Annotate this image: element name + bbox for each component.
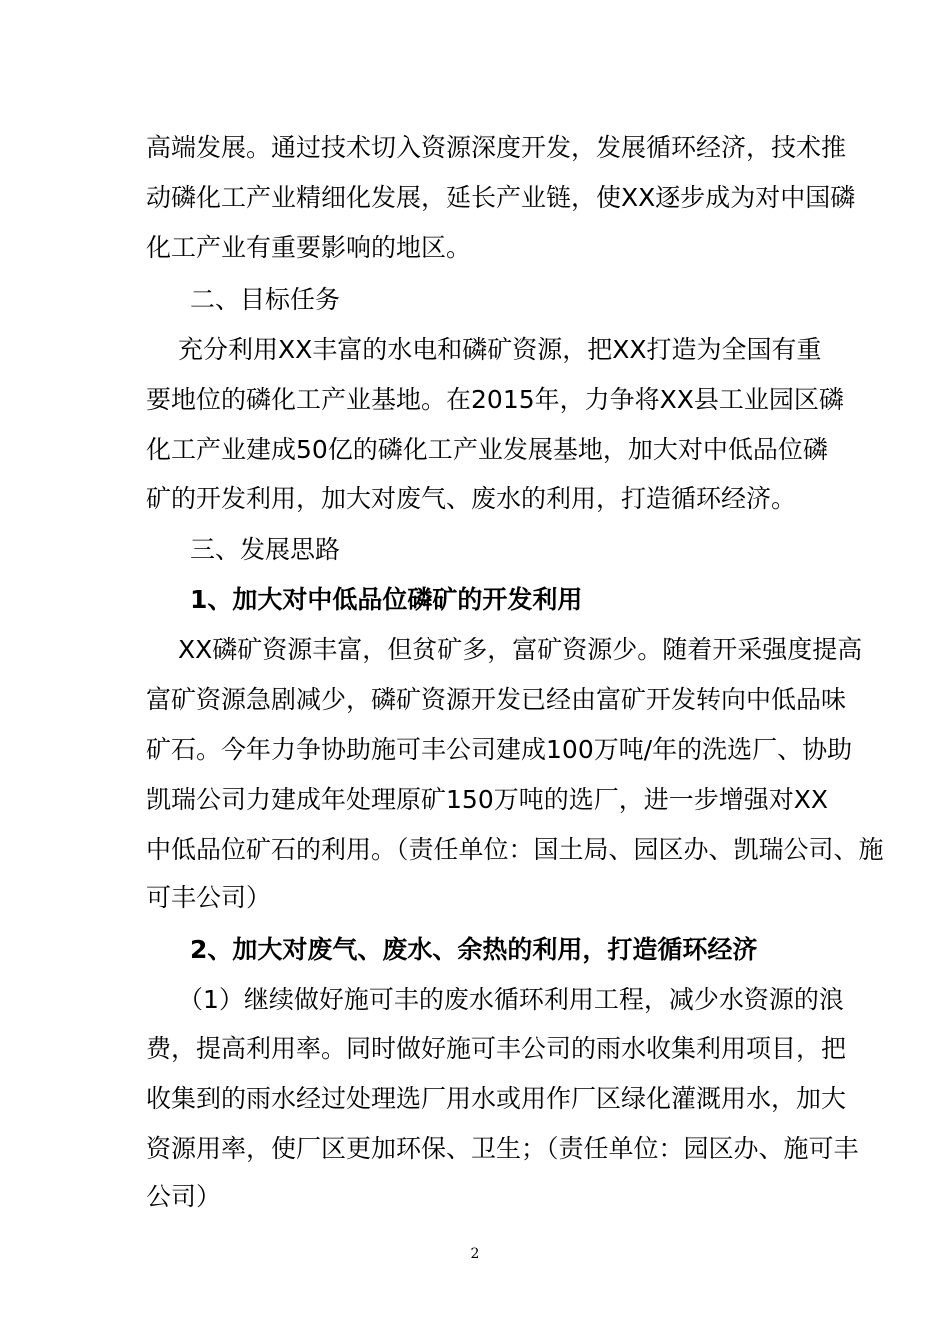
subsection-heading-1: 1、加大对中低品位磷矿的开发利用 (190, 585, 583, 614)
intro-line: 动磷化工产业精细化发展，延长产业链，使XX逐步成为对中国磷 (146, 183, 856, 212)
subsection-heading-2: 2、加大对废气、废水、余热的利用，打造循环经济 (190, 935, 758, 964)
intro-line: 高端发展。通过技术切入资源深度开发，发展循环经济，技术推 (146, 133, 847, 162)
intro-line: 化工产业有重要影响的地区。 (146, 233, 472, 262)
paragraph-line: 富矿资源急剧减少，磷矿资源开发已经由富矿开发转向中低品味 (146, 685, 847, 714)
paragraph-line: 要地位的磷化工产业基地。在2015年，力争将XX县工业园区磷 (146, 385, 844, 414)
paragraph-line: XX磷矿资源丰富，但贫矿多，富矿资源少。随着开采强度提高 (178, 635, 863, 664)
section-heading-ideas: 三、发展思路 (190, 535, 341, 564)
paragraph-line: 矿石。今年力争协助施可丰公司建成100万吨/年的洗选厂、协助 (146, 735, 853, 764)
paragraph-line: 公司） (146, 1182, 222, 1211)
paragraph-line: 凯瑞公司力建成年处理原矿150万吨的选厂，进一步增强对XX (146, 785, 828, 814)
paragraph-line: 收集到的雨水经过处理选厂用水或用作厂区绿化灌溉用水，加大 (146, 1084, 847, 1113)
page-number: 2 (470, 1246, 480, 1262)
paragraph-line: 资源用率，使厂区更加环保、卫生；（责任单位：园区办、施可丰 (146, 1134, 859, 1163)
section-heading-targets: 二、目标任务 (190, 285, 341, 314)
paragraph-line: 矿的开发利用，加大对废气、废水的利用，打造循环经济。 (146, 484, 797, 513)
paragraph-line: 中低品位矿石的利用。（责任单位：国土局、园区办、凯瑞公司、施 (146, 835, 884, 864)
paragraph-line: 充分利用XX丰富的水电和磷矿资源，把XX打造为全国有重 (178, 335, 822, 364)
paragraph-line: 可丰公司） (146, 883, 272, 912)
paragraph-line: 化工产业建成50亿的磷化工产业发展基地，加大对中低品位磷 (146, 435, 828, 464)
paragraph-line: （1）继续做好施可丰的废水循环利用工程，减少水资源的浪 (178, 985, 844, 1014)
paragraph-line: 费，提高利用率。同时做好施可丰公司的雨水收集利用项目，把 (146, 1034, 847, 1063)
